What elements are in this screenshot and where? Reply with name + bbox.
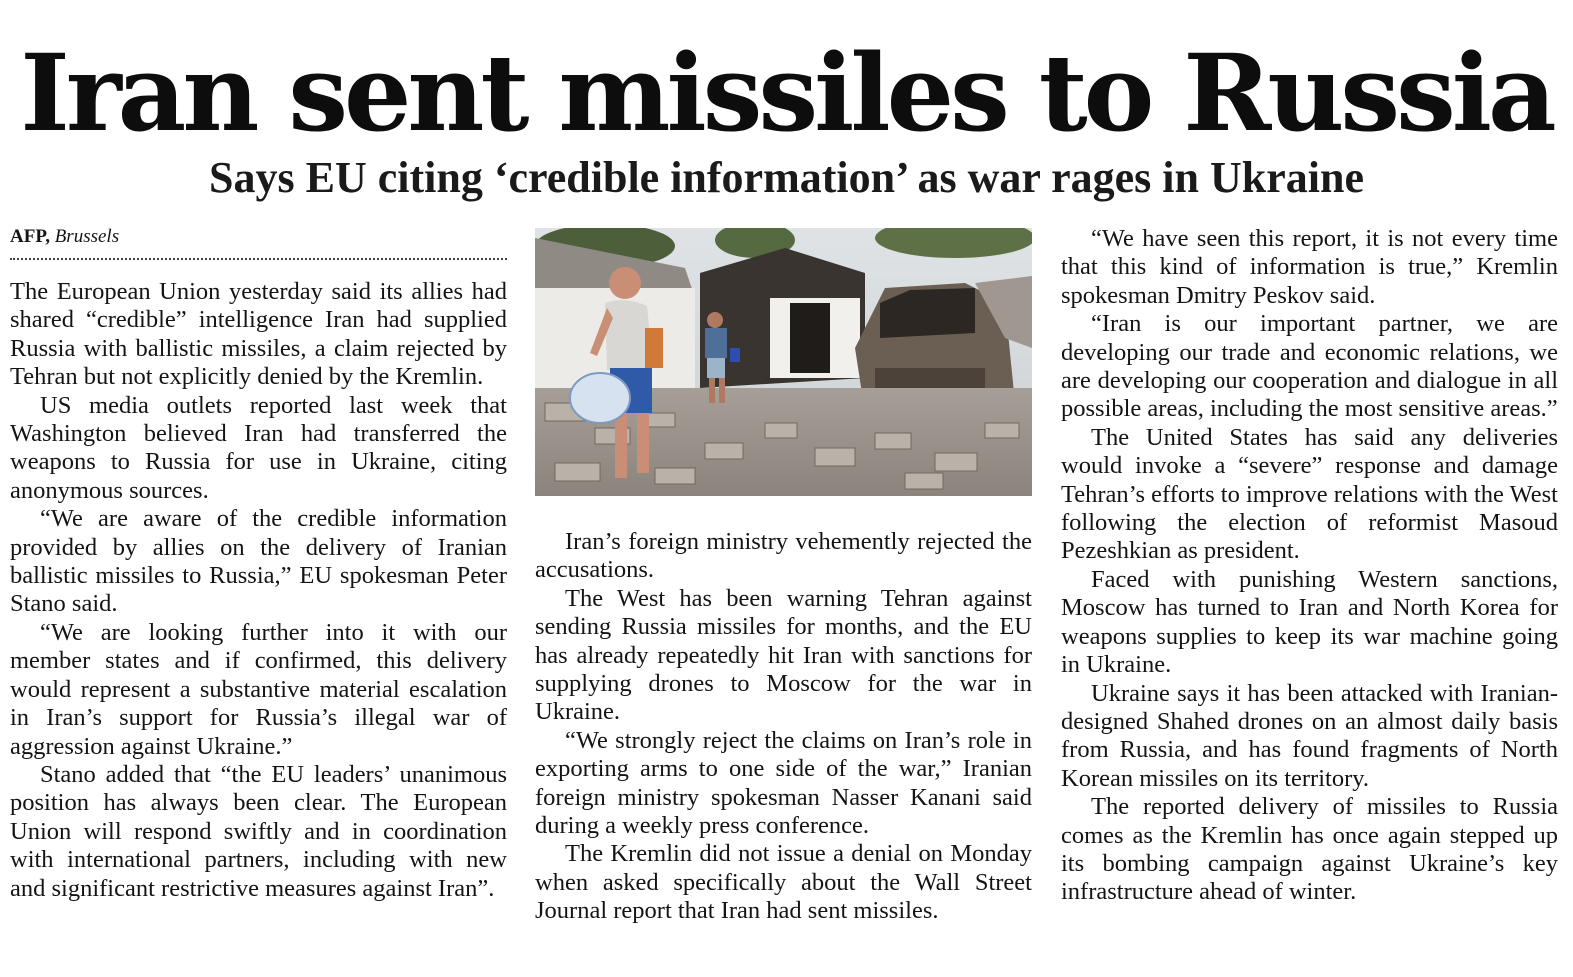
article-column-1	[10, 278, 507, 903]
byline-place: Brussels	[54, 226, 120, 247]
article-column-2	[535, 528, 1032, 926]
paragraph: “Iran is our important partner, we are developing our trade and economic relations, we are developing our cooperation and dialogue in all possible areas, including the most sensitive areas.”	[1061, 310, 1558, 423]
paragraph: “We are looking further into it with our member states and if confirmed, this delivery would represent a substantive material escalation in Iran’s support for Russia’s illegal war of aggression against Ukraine.”	[10, 618, 507, 760]
byline-rule	[10, 258, 507, 260]
paragraph: “We strongly reject the claims on Iran’s role in exporting arms to one side of the war,” Iranian foreign ministry spokesman Nasser Kanani said during a weekly press conference.	[535, 726, 1032, 840]
paragraph: US media outlets reported last week that Washington believed Iran had transferred the weapons to Russia for use in Ukraine, citing anonymous sources.	[10, 391, 507, 504]
paragraph: Faced with punishing Western sanctions, Moscow has turned to Iran and North Korea for weapons supplies to keep its war machine going in Ukraine.	[1061, 565, 1558, 679]
bombed-house-photo	[535, 228, 1032, 496]
paragraph: The Kremlin did not issue a denial on Monday when asked specifically about the Wall Street Journal report that Iran had sent missiles.	[535, 840, 1032, 925]
headline: Iran sent missiles to Russia	[20, 30, 1553, 155]
news-photo	[535, 228, 1032, 496]
paragraph: The European Union yesterday said its allies had shared “credible” intelligence Iran had supplied Russia with ballistic missiles, a claim rejected by Tehran but not explicitly denied by the Kremlin.	[10, 278, 507, 391]
byline	[10, 224, 507, 250]
article-column-3	[1061, 225, 1558, 907]
paragraph: The reported delivery of missiles to Russia comes as the Kremlin has once again stepped up its bombing campaign against Ukraine’s key infrastructure ahead of winter.	[1061, 793, 1558, 906]
paragraph: “We have seen this report, it is not every time that this kind of information is true,” Kremlin spokesman Dmitry Peskov said.	[1061, 225, 1558, 309]
paragraph: Iran’s foreign ministry vehemently rejected the accusations.	[535, 528, 1032, 584]
paragraph: “We are aware of the credible information provided by allies on the delivery of Iranian ballistic missiles to Russia,” EU spokesman Peter Stano said.	[10, 505, 507, 618]
byline-agency: AFP,	[10, 226, 50, 247]
subheadline: Says EU citing ‘credible information’ as war rages in Ukraine	[209, 153, 1364, 202]
paragraph: Ukraine says it has been attacked with Iranian-designed Shahed drones on an almost daily basis from Russia, and has found fragments of North Korean missiles on its territory.	[1061, 679, 1558, 792]
paragraph: The West has been warning Tehran against sending Russia missiles for months, and the EU has already repeatedly hit Iran with sanctions for supplying drones to Moscow for the war in Ukraine.	[535, 584, 1032, 726]
paragraph: Stano added that “the EU leaders’ unanimous position has always been clear. The European Union will respond swiftly and in coordination with international partners, including with new and significant restrictive measures against Iran”.	[10, 760, 507, 902]
paragraph: The United States has said any deliveries would invoke a “severe” response and damage Tehran’s efforts to improve relations with the West following the election of reformist Masoud Pezeshkian as president.	[1061, 423, 1558, 565]
